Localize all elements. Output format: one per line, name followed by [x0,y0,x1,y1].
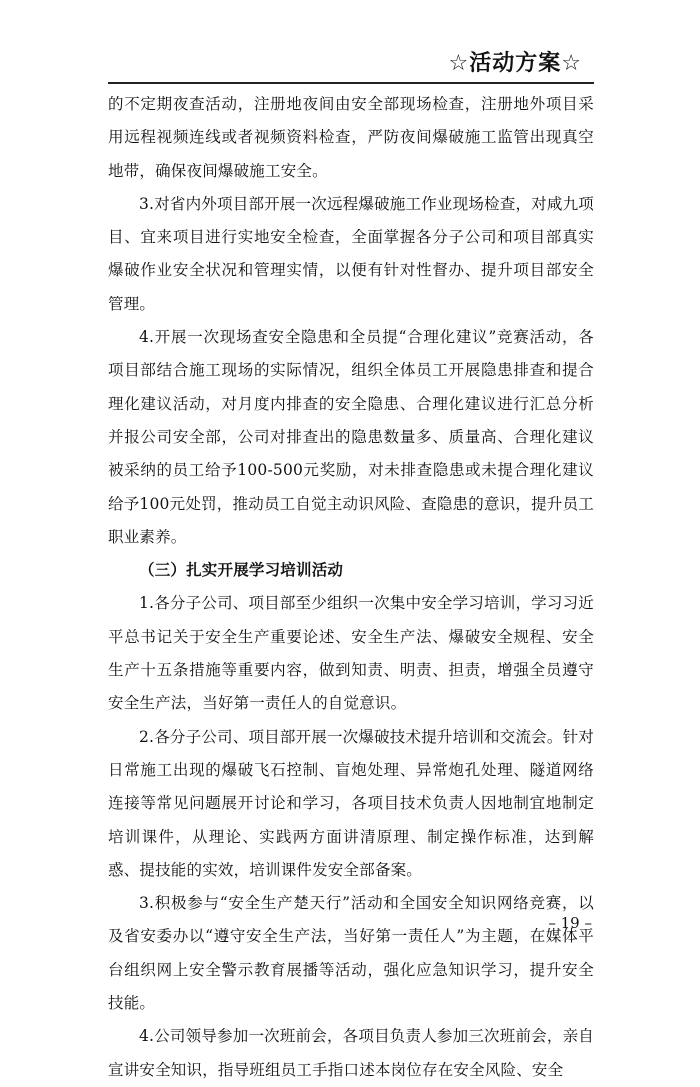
paragraph-training-2: 2.各分子公司、项目部开展一次爆破技术提升培训和交流会。针对日常施工出现的爆破飞石控制、盲炮处理、异常炮孔处理、隧道网络连接等常见问题展开讨论和学习，各项目技术负责人因地制宜地制定培训课件，从理论、实践两方面讲清原理、制定操作标准，达到解惑、提技能的实效，培训课件发安全部备案。 [108,727,594,879]
page-number: – 19 – [548,914,592,932]
document-body [108,88,594,1087]
paragraph-continuation: 的不定期夜查活动，注册地夜间由安全部现场检查，注册地外项目采用远程视频连线或者视频资料检查，严防夜间爆破施工监管出现真空地带，确保夜间爆破施工安全。 [108,95,594,180]
header-title: ☆活动方案☆ [448,51,582,76]
paragraph-item-3: 3.对省内外项目部开展一次远程爆破施工作业现场检查，对咸九项目、宜来项目进行实地安全检查，全面掌握各分子公司和项目部真实爆破作业安全状况和管理实情，以便有针对性督办、提升项目部安全管理。 [108,194,594,313]
paragraph-training-1: 1.各分子公司、项目部至少组织一次集中安全学习培训，学习习近平总书记关于安全生产重要论述、安全生产法、爆破安全规程、安全生产十五条措施等重要内容，做到知责、明责、担责，增强全员遵守安全生产法，当好第一责任人的自觉意识。 [108,594,594,713]
paragraph-training-3: 3.积极参与“安全生产楚天行”活动和全国安全知识网络竞赛，以及省安委办以“遵守安全生产法，当好第一责任人”为主题，在媒体平台组织网上安全警示教育展播等活动，强化应急知识学习，提升安全技能。 [108,894,594,1013]
header-divider [108,82,594,84]
section-heading: （三）扎实开展学习培训活动 [139,561,344,580]
paragraph-item-4: 4.开展一次现场查安全隐患和全员提“合理化建议”竞赛活动，各项目部结合施工现场的实际情况，组织全体员工开展隐患排查和提合理化建议活动，对月度内排查的安全隐患、合理化建议进行汇总分析并报公司安全部，公司对排查出的隐患数量多、质量高、合理化建议被采纳的员工给予100-500元奖励，对未排查隐患或未提合理化建议给予100元处罚，推动员工自觉主动识风险、查隐患的意识，提升员工职业素养。 [108,328,594,546]
paragraph-training-4: 4.公司领导参加一次班前会，各项目负责人参加三次班前会，亲自宣讲安全知识，指导班组员工手指口述本岗位存在安全风险、安全 [108,1027,594,1079]
